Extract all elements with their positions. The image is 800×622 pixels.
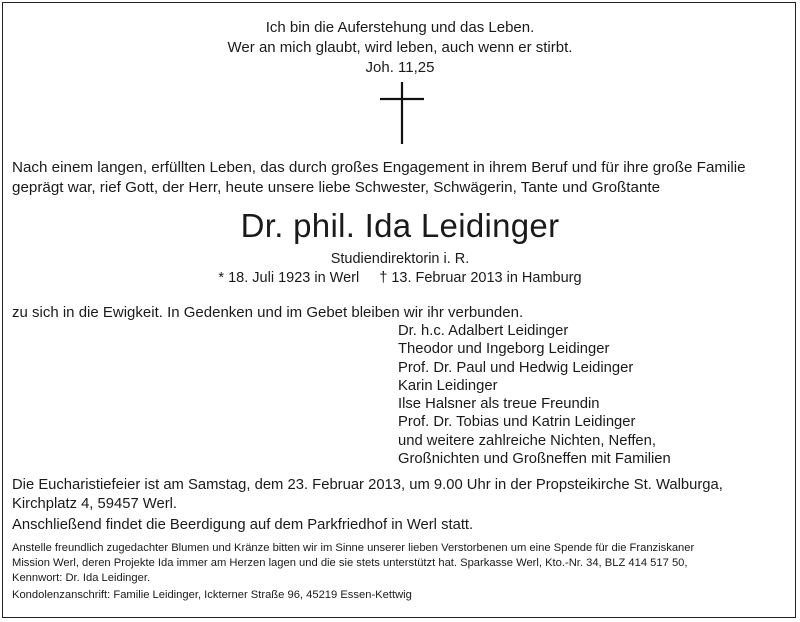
mourners-list (398, 322, 671, 468)
mourner-item: Karin Leidinger (398, 377, 498, 394)
death-date: † 13. Februar 2013 in Hamburg (379, 270, 582, 286)
mourner-item: Prof. Dr. Paul und Hedwig Leidinger (398, 359, 634, 376)
mourner-item: Prof. Dr. Tobias und Katrin Leidinger (398, 414, 636, 431)
bible-verse (0, 18, 800, 78)
deceased-title: Studiendirektorin i. R. (330, 251, 470, 267)
intro-line-1: Nach einem langen, erfüllten Leben, das durch großes Engagement in ihrem Beruf und für ihre große Familie (12, 159, 746, 176)
mourner-item: Dr. h.c. Adalbert Leidinger (398, 323, 569, 339)
deceased-name: Dr. phil. Ida Leidinger (240, 207, 560, 244)
life-dates (0, 269, 800, 288)
verse-line-2: Wer an mich glaubt, wird leben, auch wenn er stirbt. (227, 39, 573, 56)
latin-cross-icon (377, 82, 427, 144)
service-info (12, 476, 792, 514)
eternity-text: zu sich in die Ewigkeit. In Gedenken und im Gebet bleiben wir ihr verbunden. (12, 304, 524, 321)
burial-info: Anschließend findet die Beerdigung auf dem Parkfriedhof in Werl statt. (12, 517, 474, 533)
mourner-item: Theodor und Ingeborg Leidinger (398, 341, 610, 358)
service-line-2: Kirchplatz 4, 59457 Werl. (12, 496, 178, 512)
mourner-item: und weitere zahlreiche Nichten, Neffen, (398, 432, 656, 449)
mourner-item: Ilse Halsner als treue Freundin (398, 396, 600, 413)
intro-text (12, 158, 792, 198)
verse-reference: Joh. 11,25 (365, 59, 435, 76)
donation-line-3: Kennwort: Dr. Ida Leidinger. (12, 572, 151, 584)
verse-line-1: Ich bin die Auferstehung und das Leben. (265, 19, 535, 36)
service-line-1: Die Eucharistiefeier ist am Samstag, dem 23. Februar 2013, um 9.00 Uhr in der Propsteikirche St. Walburga, (12, 477, 723, 493)
birth-date: * 18. Juli 1923 in Werl (218, 270, 360, 286)
donation-line-1: Anstelle freundlich zugedachter Blumen und Kränze bitten wir im Sinne unserer lieben Verstorbenen um eine Spende für die Franziskaner (12, 542, 695, 554)
donation-request (12, 541, 792, 586)
donation-line-2: Mission Werl, deren Projekte Ida immer am Herzen lagen und die sie stets unterstützt hat. Sparkasse Werl, Kto.-Nr. 34, BLZ 414 517 50, (12, 557, 688, 569)
intro-line-2: geprägt war, rief Gott, der Herr, heute unsere liebe Schwester, Schwägerin, Tante und Großtante (12, 179, 661, 196)
mourner-item: Großnichten und Großneffen mit Familien (398, 451, 671, 468)
condolence-address: Kondolenzanschrift: Familie Leidinger, Ickterner Straße 96, 45219 Essen-Kettwig (12, 589, 412, 601)
